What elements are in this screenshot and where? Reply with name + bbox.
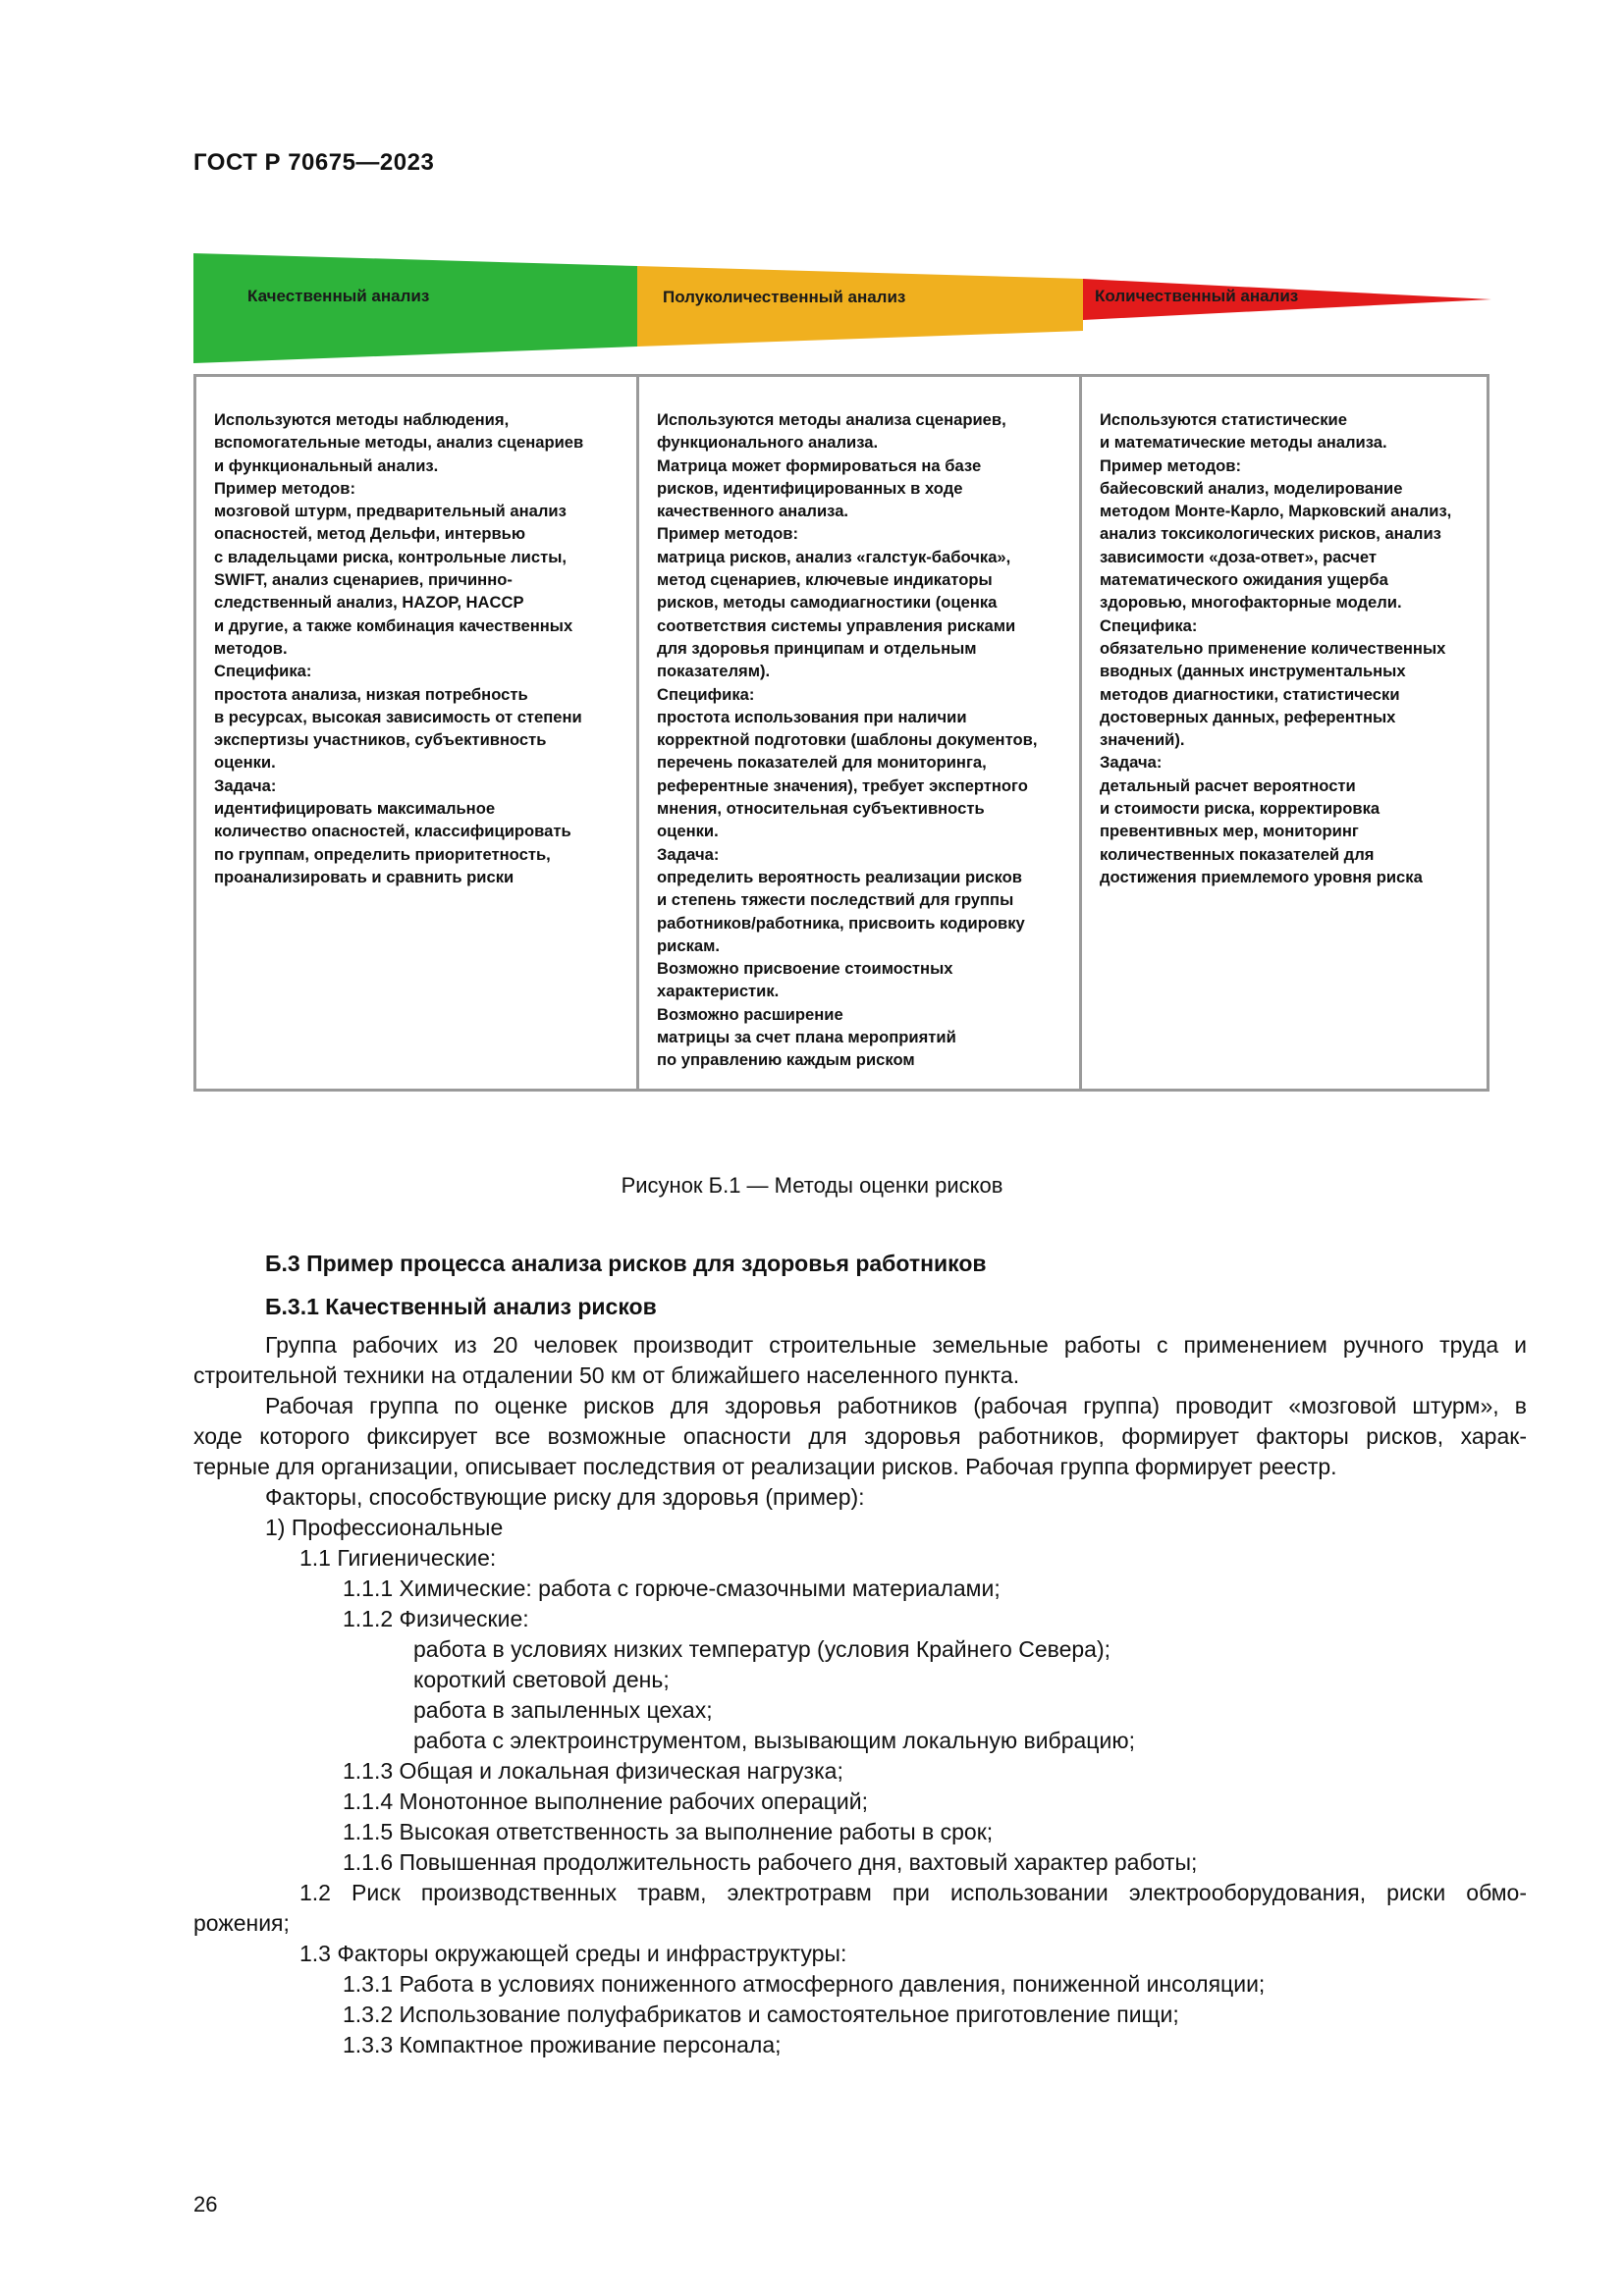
column-3-line: и стоимости риска, корректировка [1100, 799, 1380, 819]
column-2-line: рисков, методы самодиагностики (оценка [657, 593, 998, 613]
list-item-1-3-3: 1.3.3 Компактное проживание персонала; [343, 2032, 782, 2057]
column-2-line: простота использования при наличии [657, 707, 967, 726]
page-number: 26 [193, 2192, 218, 2216]
physical-factor-1: работа в условиях низких температур (условия Крайнего Севера); [413, 1636, 1111, 1662]
column-2-line: Специфика: [657, 684, 755, 704]
column-1-line: в ресурсах, высокая зависимость от степени [214, 707, 582, 726]
list-item-1-3-1: 1.3.1 Работа в условиях пониженного атмосферного давления, пониженной инсоляции; [343, 1971, 1266, 1997]
column-1-line: методов. [214, 638, 288, 658]
section-heading-b3: Б.3 Пример процесса анализа рисков для здоровья работников [265, 1251, 987, 1276]
column-2-line: Матрица может формироваться на базе [657, 455, 982, 475]
column-1-line: с владельцами риска, контрольные листы, [214, 547, 568, 566]
list-item-1-3-2: 1.3.2 Использование полуфабрикатов и самостоятельное приготовление пищи; [343, 2002, 1179, 2027]
column-2-line: соответствия системы управления рисками [657, 615, 1016, 635]
column-2-line: характеристик. [657, 982, 780, 1001]
column-3-line: количественных показателей для [1100, 844, 1375, 864]
column-2-line: рискам. [657, 935, 720, 955]
column-3-line: значений). [1100, 730, 1185, 750]
list-item-1-1-1: 1.1.1 Химические: работа с горюче-смазочными материалами; [343, 1575, 1001, 1601]
physical-factor-2: короткий световой день; [413, 1667, 670, 1692]
column-1-line: Специфика: [214, 662, 312, 681]
column-3-line: достижения приемлемого уровня риска [1100, 867, 1423, 886]
column-3-line: анализ токсикологических рисков, анализ [1100, 524, 1441, 544]
list-item-1-1-4: 1.1.4 Монотонное выполнение рабочих операций; [343, 1789, 868, 1814]
column-1-line: по группам, определить приоритетность, [214, 844, 551, 864]
column-1-line: вспомогательные методы, анализ сценариев [214, 433, 584, 453]
column-1-line: и функциональный анализ. [214, 455, 439, 475]
column-3-line: достоверных данных, референтных [1100, 707, 1396, 726]
column-2-line: Возможно присвоение стоимостных [657, 959, 953, 979]
methods-table [193, 374, 1489, 1092]
column-1-line: Пример методов: [214, 478, 356, 498]
figure-caption: Рисунок Б.1 — Методы оценки рисков [621, 1173, 1003, 1198]
column-1-line: и другие, а также комбинация качественных [214, 615, 573, 635]
column-2-line: перечень показателей для мониторинга, [657, 753, 987, 773]
column-3-line: байесовский анализ, моделирование [1100, 478, 1403, 498]
column-semiquantitative [636, 377, 1079, 1089]
paragraph-2-line-2: ходе которого фиксирует все возможные опасности для здоровья работников, формирует факторы рисков, харак- [193, 1423, 1527, 1449]
list-item-1-2-line-2: рожения; [193, 1910, 290, 1936]
column-3-line: методом Монте-Карло, Марковский анализ, [1100, 502, 1452, 521]
wedge-band-qualitative [193, 253, 637, 363]
column-2-line: и степень тяжести последствий для группы [657, 890, 1014, 910]
column-2-line: Задача: [657, 844, 720, 864]
method-wedge [193, 253, 1499, 363]
column-2-line: оценки. [657, 822, 719, 841]
band-label-semiquantitative: Полуколичественный анализ [663, 288, 906, 306]
list-item-1-1-2: 1.1.2 Физические: [343, 1606, 529, 1631]
column-2-line: Используются методы анализа сценариев, [657, 410, 1006, 429]
document-header: ГОСТ Р 70675—2023 [193, 149, 435, 176]
column-3-line: Задача: [1100, 753, 1163, 773]
column-1-line: идентифицировать максимальное [214, 799, 496, 819]
band-label-quantitative: Количественный анализ [1095, 287, 1299, 305]
column-2-line: определить вероятность реализации рисков [657, 867, 1022, 886]
paragraph-2-line-3: терные для организации, описывает последствия от реализации рисков. Рабочая группа формирует реестр. [193, 1454, 1337, 1479]
column-2-line: матрица рисков, анализ «галстук-бабочка», [657, 547, 1011, 566]
column-1-line: опасностей, метод Дельфи, интервью [214, 524, 526, 544]
column-1-line: количество опасностей, классифицировать [214, 822, 571, 841]
list-item-1-1: 1.1 Гигиенические: [299, 1545, 497, 1571]
column-3-line: Специфика: [1100, 615, 1198, 635]
column-1-line: оценки. [214, 753, 276, 773]
list-item-1-1-6: 1.1.6 Повышенная продолжительность рабочего дня, вахтовый характер работы; [343, 1849, 1198, 1875]
column-2-line: матрицы за счет плана мероприятий [657, 1028, 956, 1047]
column-3-line: Используются статистические [1100, 410, 1347, 429]
column-3-line: здоровью, многофакторные модели. [1100, 593, 1402, 613]
paragraph-1-line-1: Группа рабочих из 20 человек производит строительные земельные работы с применением ручного труда и [265, 1332, 1527, 1358]
column-2-line: по управлению каждым риском [657, 1050, 915, 1070]
column-1-line: мозговой штурм, предварительный анализ [214, 502, 567, 521]
paragraph-1-line-2: строительной техники на отдалении 50 км от ближайшего населенного пункта. [193, 1362, 1020, 1388]
column-3-line: детальный расчет вероятности [1100, 775, 1356, 795]
column-qualitative [193, 377, 636, 1089]
column-1-line: следственный анализ, HAZOP, HACCP [214, 593, 524, 613]
column-2-line: функционального анализа. [657, 433, 879, 453]
column-1-line: Задача: [214, 775, 277, 795]
column-3-line: Пример методов: [1100, 455, 1242, 475]
column-2-line: референтные значения), требует экспертного [657, 775, 1028, 795]
column-quantitative [1079, 377, 1489, 1089]
column-2-line: для здоровья принципам и отдельным [657, 638, 977, 658]
column-3-line: зависимости «доза-ответ», расчет [1100, 547, 1378, 566]
column-1-line: экспертизы участников, субъективность [214, 730, 547, 750]
column-2-line: Пример методов: [657, 524, 799, 544]
column-3-line: методов диагностики, статистически [1100, 684, 1400, 704]
physical-factor-3: работа в запыленных цехах; [413, 1697, 713, 1723]
column-2-line: корректной подготовки (шаблоны документов, [657, 730, 1038, 750]
paragraph-2-line-1: Рабочая группа по оценке рисков для здоровья работников (рабочая группа) проводит «мозговой штурм», в [265, 1393, 1527, 1418]
list-item-1-3: 1.3 Факторы окружающей среды и инфраструктуры: [299, 1941, 847, 1966]
section-heading-b31: Б.3.1 Качественный анализ рисков [265, 1294, 657, 1319]
list-item-1-1-5: 1.1.5 Высокая ответственность за выполнение работы в срок; [343, 1819, 994, 1844]
body-text [193, 1330, 1527, 2060]
column-1-line: SWIFT, анализ сценариев, причинно- [214, 570, 513, 590]
column-1-line: проанализировать и сравнить риски [214, 867, 514, 886]
column-1-line: простота анализа, низкая потребность [214, 684, 528, 704]
physical-factor-4: работа с электроинструментом, вызывающим локальную вибрацию; [413, 1728, 1135, 1753]
column-2-line: работников/работника, присвоить кодировку [657, 913, 1025, 933]
column-3-line: превентивных мер, мониторинг [1100, 822, 1359, 841]
column-3-line: обязательно применение количественных [1100, 638, 1446, 658]
column-2-line: рисков, идентифицированных в ходе [657, 478, 963, 498]
column-2-line: качественного анализа. [657, 502, 849, 521]
list-item-1-2-line-1: 1.2 Риск производственных травм, электротравм при использовании электрооборудования, риски обмо- [299, 1880, 1527, 1905]
factors-intro: Факторы, способствующие риску для здоровья (пример): [265, 1484, 865, 1510]
column-1-line: Используются методы наблюдения, [214, 410, 510, 429]
list-item-1-1-3: 1.1.3 Общая и локальная физическая нагрузка; [343, 1758, 843, 1784]
column-2-line: мнения, относительная субъективность [657, 799, 985, 819]
column-2-line: метод сценариев, ключевые индикаторы [657, 570, 993, 590]
band-label-qualitative: Качественный анализ [247, 287, 430, 305]
column-3-line: математического ожидания ущерба [1100, 570, 1388, 590]
column-2-line: Возможно расширение [657, 1004, 843, 1024]
list-item-1: 1) Профессиональные [265, 1515, 504, 1540]
column-3-line: вводных (данных инструментальных [1100, 662, 1406, 681]
column-3-line: и математические методы анализа. [1100, 433, 1387, 453]
column-2-line: показателям). [657, 662, 771, 681]
